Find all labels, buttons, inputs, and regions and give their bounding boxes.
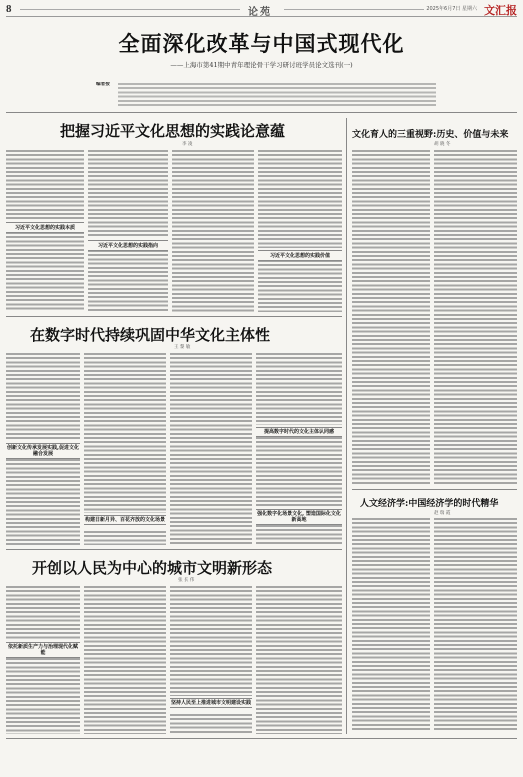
article-text-column: [88, 150, 168, 238]
masthead: [6, 3, 517, 17]
article-title: 在数字时代持续巩固中华文化主体性: [30, 326, 271, 344]
article-text-column: [88, 250, 168, 312]
article-subhead: 提高数字时代的文化主体认同感: [256, 427, 342, 437]
article-text-column: [258, 150, 342, 248]
article-title: 开创以人民为中心的城市文明新形态: [32, 559, 273, 577]
article-text-column: [6, 459, 80, 545]
article-text-column: [256, 525, 342, 545]
article-byline: 张 长 伟: [178, 578, 195, 583]
article-text-column: [258, 260, 342, 312]
article-text-column: [434, 518, 517, 732]
article-subhead: 强化数字化场景文化, 塑造国际化文化新高地: [257, 511, 341, 523]
article-text-column: [172, 150, 254, 312]
paper-logo: 文汇报: [484, 4, 517, 17]
article-text-column: [6, 353, 80, 441]
article-byline: 王 黎 敏: [174, 345, 191, 350]
section-rule: [6, 316, 342, 317]
article-byline: 赵 瑞 霞: [434, 511, 451, 516]
article-text-column: [352, 518, 430, 732]
article-title: 人文经济学:中国经济学的时代精华: [360, 499, 499, 509]
masthead-divider: [284, 9, 424, 10]
article-byline: 胡 晓 冬: [434, 142, 451, 147]
edition-date: 2025年6月7日 星期六: [426, 6, 477, 12]
feature-subhead: ——上海市第41期中青年理论骨干学习研讨班学员论文选刊(一): [170, 61, 353, 69]
section-rule: [352, 489, 517, 490]
article-subhead: 习近平文化思想的实践指向: [88, 240, 168, 251]
article-text-column: [256, 586, 342, 734]
article-text-column: [170, 714, 252, 734]
article-text-column: [6, 658, 80, 734]
editor-note-text: [118, 83, 436, 107]
article-subhead: 坚持人民至上推进城市文明建设实践: [170, 700, 251, 706]
article-text-column: [84, 353, 166, 513]
article-title: 文化育人的三重视野:历史、价值与未来: [352, 130, 509, 140]
column-rule: [346, 118, 347, 734]
article-title: 把握习近平文化思想的实践论意蕴: [60, 122, 286, 140]
section-name: 论苑: [248, 7, 272, 18]
article-subhead: 创新文化传承发展实践,促进文化融合发展: [7, 445, 79, 457]
article-text-column: [6, 586, 80, 640]
article-text-column: [170, 353, 252, 545]
section-rule: [6, 549, 342, 550]
article-text-column: [84, 586, 166, 734]
editor-note-label: 编者按: [96, 82, 110, 87]
article-byline: 李 凌: [182, 142, 193, 147]
article-subhead: 习近平文化思想的实践价值: [258, 250, 342, 261]
article-subhead: 习近平文化思想的实践本质: [6, 222, 84, 233]
masthead-divider: [20, 9, 240, 10]
article-text-column: [6, 232, 84, 312]
article-text-column: [256, 437, 342, 507]
feature-headline: 全面深化改革与中国式现代化: [118, 31, 405, 56]
article-text-column: [170, 586, 252, 696]
page-number: 8: [6, 3, 12, 15]
article-subhead: 依托新质生产力与治理现代化赋能: [7, 644, 78, 656]
article-text-column: [434, 150, 517, 486]
top-rule: [6, 112, 517, 113]
article-text-column: [6, 150, 84, 220]
article-text-column: [256, 353, 342, 425]
article-subhead: 构建日新月异、百花齐放的文化场景: [84, 517, 165, 523]
article-text-column: [84, 531, 166, 545]
bottom-rule: [6, 738, 517, 739]
article-text-column: [352, 150, 430, 486]
editor-note: [96, 82, 436, 108]
